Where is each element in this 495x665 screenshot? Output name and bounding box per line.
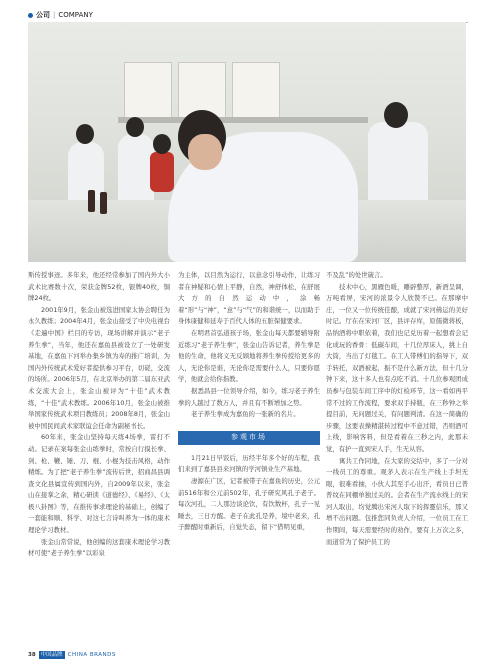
page-number: 38 (28, 652, 36, 658)
section-name-en: COMPANY (58, 11, 93, 19)
bottle (88, 190, 95, 212)
text-column-1 (28, 270, 170, 560)
background-person-head (76, 124, 94, 144)
paragraph: 斯传授事迹。多年来，他还经常参加了国内外大小武术比赛数十次，荣获金牌52枚，银牌40枚，铜牌24枚。 (28, 271, 170, 303)
wall-poster (232, 62, 280, 120)
magazine-name: CHINA BRANDS (67, 652, 116, 658)
paragraph: 老子养生拳成为嘉鱼的一张新的名片。 (191, 410, 300, 419)
paragraph: 在明君首弘道孩子场，张金山每天都要辅导附近练习“老子养生拳”，张金山告诉记者，养生拳是他的生命，他将义无反顾地将养生拳传授给更多的人，无论你是谁，无论你是需要什么人，只要你愿学，他就会给你指教。 (178, 328, 320, 384)
paragraph: 技术中心，黑雁色暖，雕辟整厚，新酒呈调，万吨看屏，宋河的浓景令人欣赞不已。在那摩中庄，一位又一位传统佳酿，成就了宋河佛运的美好时记。厅在在宋河厂区，县评存库，原儒微蒋板，品纳酒将中职依着，我们也记兑历着一起想看会记化成玩的香骨：低碳车间，十几位厚床人，挑上自大筒，当出了灯毯工。在工人带傅们的指导下，双手转托，双酒被起，振不是什么新方法，但十几分钟下来，这十多人也有点吃不消。十几位参观团成员参与包装车间工序中的灯检环节，这一看如再平常不过的工作流程，要求双手持瓶，在三秒钟之举提目前，无问题过关，有问题判清。在这一简确的步骤，这要表操精湛转过程中不意过错，否则酒可上线，影响客料，但是看着在三秒之内，此那未觉，有护一直到宋人手，生无从容。 (326, 282, 468, 453)
magazine-badge: 中国品牌 (40, 652, 63, 658)
section-name: 公司 (36, 11, 50, 19)
background-person-head (126, 117, 144, 137)
paragraph: 张金山常常说，他创编的这套康术理论学习教材可使“老子养生拳”以彩泉 (28, 537, 170, 558)
background-person-head (384, 102, 408, 128)
paragraph: 2001年9月，张金山被选进国家太协会聘任为永久教练；2004年4月，张金山接受了中央电视台《走遍中国》栏目的专访，现场讲解并演示“老子养生拳”，当年，他还在嘉鱼县被设立了一处研发基地，在嘉鱼下河举办集乡镇为寿的推广培训，为国内外传统武术爱好者提供参习平台，切磋，交流的场所。2006年5月，在北京举办的第二届东亚武术交流大会上，张金山被评为“十佳”武术教练，“十佳”武术教练。2006年10月，张金山被推举国家传统武术项目教练员；2008年8月，张金山被中国民间武术家联谊会任命为副秘书长。 (28, 305, 170, 430)
text-column-2 (178, 270, 320, 534)
text-column-3 (326, 270, 468, 548)
section-bullet-icon (28, 13, 33, 18)
paragraph: 60年来，张金山坚持每天练4场拳，雷打不动。记录在案每张金山练拳时，常按自行摸长拳、剑、枪、鞭、锤、刀、棍、小棍为技击风格，动作精炼。为了把“老子养生拳”流传后世，招商昌县调查文化县属宣传到国内外，自2009年以来，张金山在接掌之余，精心研读《道德经》、《易经》、《太极八卦图》等，在推传事求理论的基础上，创编了一套能和顺、科学、对这七言诗叫养为一体的康术理论学习教材。 (28, 433, 170, 535)
background-person (118, 134, 154, 204)
shelf (118, 117, 368, 123)
background-person (368, 122, 428, 212)
bottle (100, 192, 107, 214)
paragraph: 为主体，以目然为运行，以意念引导动作，让练习者在神疑和心情上平静，自然，神舒体松，在舒展大方的自然运动中，涂畅着“形”与“神”，“意”与“气”的和谐统一，以而助于身体康健和延寿于百代人体的五脏保健要求。 (178, 271, 320, 326)
paragraph: 据悉昌县一位领导介绍，如今，练习老子养生拳的人越过了数万人，并且有不断增加之势。 (178, 386, 320, 407)
section-heading: 参观市场 (178, 431, 320, 445)
foreground-person-face (188, 134, 222, 170)
paragraph: 寓共工作同地，在大家的交结中，多了一分对一线员工的尊重。观茅人表示在生产线上手坦无眼，很难看抽，小伙人其至手心出汗，看员日已普普纹在同棚单独过关的。会者在生产流水线上的宋河人取出，均觉腾出宋河人取下的挥靈信乐，那又增不出问题。包推您同负责人介绍，一位员工在工作期间，每天需要经时的劝作，要有上万次之多，而道常为了保护员工的 (326, 456, 468, 546)
background-person-red (150, 152, 174, 192)
wall-poster (124, 62, 172, 120)
page-footer (28, 650, 228, 660)
paragraph: 凄源在广区，记者被带子在嘉鱼的历史，公元前516年和公元前502年，孔子研究风孔子老子。每次河孔，二人那边谈论饮，有饮数杯，孔子一见睡去，三日方醒。老子在此孔是养，境中老来，孔子醉醒时重新后，自觉失态，留下“借明见重， (178, 476, 320, 532)
article-photo (28, 22, 466, 262)
paragraph: 不及乱”的处世箴言。 (326, 271, 387, 279)
paragraph: 1月21日早饭后，历经半年多个好的车程，我们来到了嘉县县来河镇的学河镇业生产基地。 (178, 453, 320, 474)
section-label: 公司 | COMPANY (28, 10, 468, 20)
background-person-head (153, 134, 171, 154)
